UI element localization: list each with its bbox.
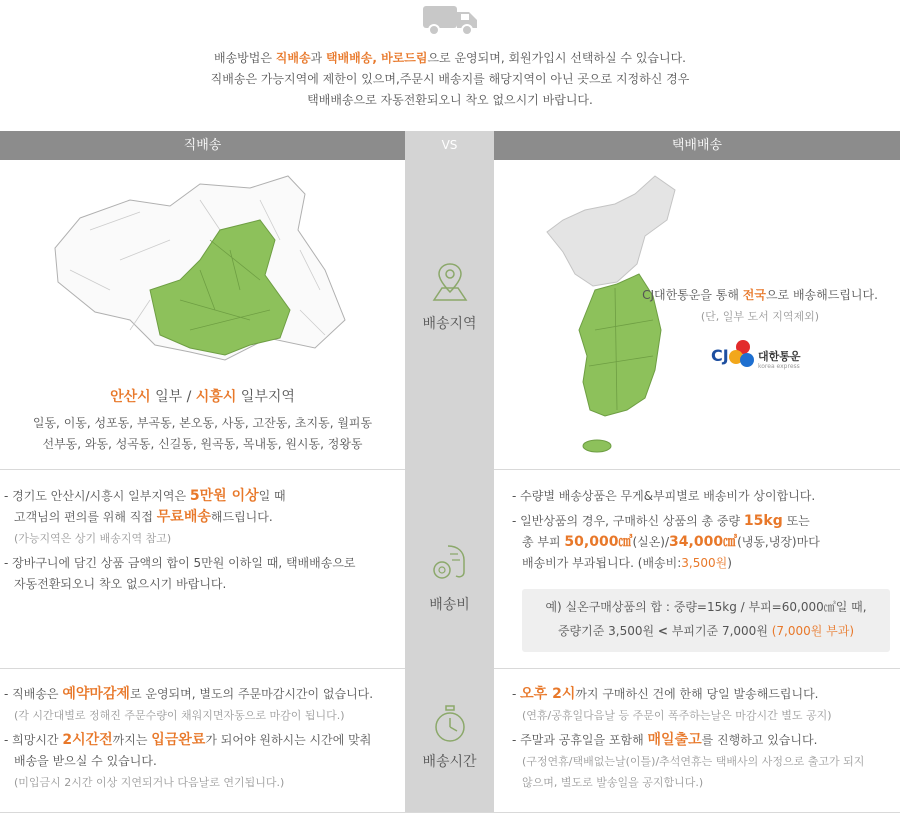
area-right-text: CJ대한통운을 통해 전국으로 배송해드립니다. <box>642 288 878 302</box>
vs-label: VS <box>441 138 458 152</box>
time-left: - 직배송은 예약마감제로 운영되며, 별도의 주문마감시간이 없습니다. (각 시간대별로 정해진 주문수량이 채워지면자동으로 마감이 됩니다.) - 희망시간 2시간전까지는 입금완료가 되어야 원하시는 시간에 맞춰 배송을 받으실 수 있습니다. (미입금시 2시간 이상 지연되거나 다음날로 연기됩니다.) <box>4 686 374 789</box>
truck-icon <box>421 0 479 36</box>
label-time: 배송시간 <box>422 754 477 770</box>
ansan-siheung-map <box>50 170 350 370</box>
area-right-sub: (단, 일부 도서 지역제외) <box>700 310 820 323</box>
area-left-title: 안산시 일부 / 시흥시 일부지역 <box>110 389 295 405</box>
map-pin-icon <box>432 262 468 302</box>
coin-hand-icon <box>428 542 468 582</box>
fee-example-note: 예) 실온구매상품의 합 : 중량=15kg / 부피=60,000㎤일 때, 중량기준 3,500원 < 부피기준 7,000원 (7,000원 부과) <box>522 589 890 652</box>
divider <box>494 469 900 470</box>
stopwatch-icon <box>432 705 468 745</box>
time-right: - 오후 2시까지 구매하신 건에 한해 당일 발송해드립니다. (연휴/공휴일다음날 등 주문이 폭주하는날은 마감시간 별도 공지) - 주말과 공휴일을 포함해 매일출고를 진행하고 있습니다. (구정연휴/택배없는날(이틀)/추석연휴는 택배사의 사정으로 출고가 되지 않으며, 별도로 발송일을 공지합니다.) <box>512 686 865 789</box>
label-fee: 배송비 <box>429 597 470 613</box>
fee-right: - 수량별 배송상품은 무게&부피별로 배송비가 상이합니다. - 일반상품의 경우, 구매하신 상품의 총 중량 15kg 또는 총 부피 50,000㎤(실온)/34,000㎤(냉동,냉장)마다 배송비가 부과됩니다. (배송비:3,500원) <box>512 489 820 570</box>
cj-logo-name: 대한통운 <box>758 350 801 363</box>
divider <box>0 668 405 669</box>
label-area: 배송지역 <box>422 316 477 332</box>
cj-logo-text: CJ <box>711 346 729 365</box>
cj-logo-sub: korea express <box>758 363 800 370</box>
divider <box>494 668 900 669</box>
area-left-list: 일동, 이동, 성포동, 부곡동, 본오동, 사동, 고잔동, 초지동, 월피동 선부동, 와동, 성곡동, 신길동, 원곡동, 목내동, 원시동, 정왕동 <box>32 416 373 451</box>
header-parcel-delivery: 택배배송 <box>494 131 900 160</box>
intro-text: 배송방법은 직배송과 택배배송, 바로드림으로 운영되며, 회원가입시 선택하실 수 있습니다. 직배송은 가능지역에 제한이 있으며,주문시 배송지를 해당지역이 아닌 곳으로 지정하신 경우 택배배송으로 자동전환되오니 착오 없으시기 바랍니다. <box>210 51 690 107</box>
divider <box>0 469 405 470</box>
header-direct-delivery: 직배송 <box>0 131 405 160</box>
fee-left: - 경기도 안산시/시흥시 일부지역은 5만원 이상일 때 고객님의 편의를 위해 직접 무료배송해드립니다. (가능지역은 상기 배송지역 참고) - 장바구니에 담긴 상품 금액의 합이 5만원 이하일 때, 택배배송으로 자동전환되오니 착오 없으시기 바랍니다. <box>4 488 356 591</box>
